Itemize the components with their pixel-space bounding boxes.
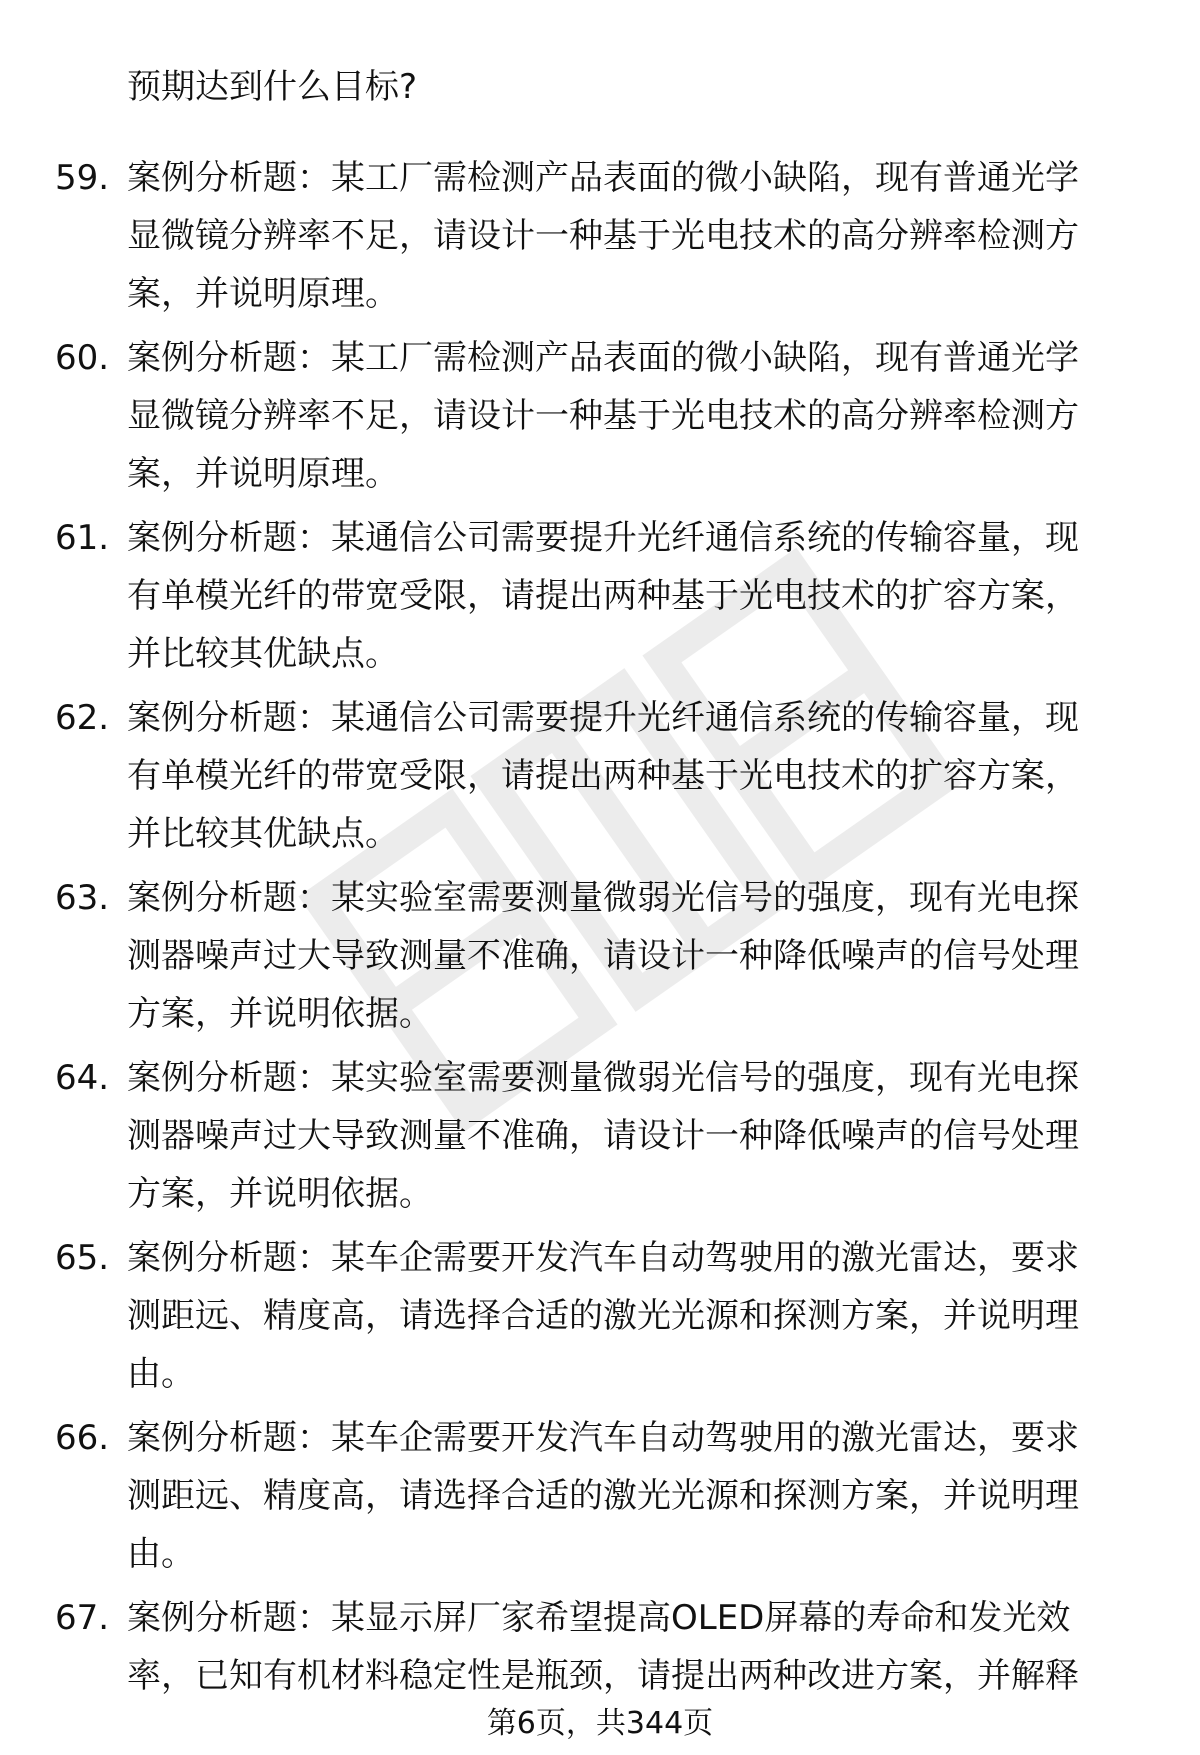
- question-line: 案例分析题：某工厂需检测产品表面的微小缺陷，现有普通光学: [127, 338, 1079, 378]
- question-line: 有单模光纤的带宽受限，请提出两种基于光电技术的扩容方案，: [127, 576, 1079, 616]
- question-line: 显微镜分辨率不足，请设计一种基于光电技术的高分辨率检测方: [127, 396, 1079, 436]
- question-number: 61.: [55, 518, 110, 558]
- page-footer: 第6页，共344页: [486, 1706, 714, 1741]
- question-number: 62.: [55, 698, 110, 738]
- question-number: 64.: [55, 1058, 110, 1098]
- question-line: 显微镜分辨率不足，请设计一种基于光电技术的高分辨率检测方: [127, 216, 1079, 256]
- question-line: 方案，并说明依据。: [127, 994, 433, 1034]
- question-text: [127, 329, 1137, 503]
- question-line: 案例分析题：某通信公司需要提升光纤通信系统的传输容量，现: [127, 698, 1079, 738]
- question-line: 案例分析题：某实验室需要测量微弱光信号的强度，现有光电探: [127, 878, 1079, 918]
- question-line: 有单模光纤的带宽受限，请提出两种基于光电技术的扩容方案，: [127, 756, 1079, 796]
- question-text: [127, 1589, 1137, 1705]
- question-line: 案例分析题：某车企需要开发汽车自动驾驶用的激光雷达，要求: [127, 1238, 1079, 1278]
- question-line: 由。: [127, 1534, 195, 1574]
- question-number: 60.: [55, 338, 110, 378]
- question-number: 67.: [55, 1598, 110, 1638]
- question-number: 63.: [55, 878, 110, 918]
- question-line: 方案，并说明依据。: [127, 1174, 433, 1214]
- question-line: 案例分析题：某通信公司需要提升光纤通信系统的传输容量，现: [127, 518, 1079, 558]
- question-text: [127, 1229, 1137, 1403]
- question-line: 案例分析题：某车企需要开发汽车自动驾驶用的激光雷达，要求: [127, 1418, 1079, 1458]
- question-text: [127, 869, 1137, 1043]
- question-number: 59.: [55, 158, 110, 198]
- question-line: 案例分析题：某工厂需检测产品表面的微小缺陷，现有普通光学: [127, 158, 1079, 198]
- question-line: 并比较其优缺点。: [127, 634, 399, 674]
- question-text: [127, 509, 1137, 683]
- question-line: 案，并说明原理。: [127, 454, 399, 494]
- question-number: 66.: [55, 1418, 110, 1458]
- question-text: [127, 689, 1137, 863]
- question-line: 率，已知有机材料稳定性是瓶颈，请提出两种改进方案，并解释: [127, 1656, 1079, 1696]
- question-line: 案例分析题：某显示屏厂家希望提高OLED屏幕的寿命和发光效: [127, 1598, 1071, 1638]
- question-text: [127, 1409, 1137, 1583]
- question-line: 测距远、精度高，请选择合适的激光光源和探测方案，并说明理: [127, 1296, 1079, 1336]
- question-line: 案，并说明原理。: [127, 274, 399, 314]
- question-line: 案例分析题：某实验室需要测量微弱光信号的强度，现有光电探: [127, 1058, 1079, 1098]
- question-number: 65.: [55, 1238, 110, 1278]
- question-line: 测距远、精度高，请选择合适的激光光源和探测方案，并说明理: [127, 1476, 1079, 1516]
- question-line: 并比较其优缺点。: [127, 814, 399, 854]
- question-line: 测器噪声过大导致测量不准确，请设计一种降低噪声的信号处理: [127, 936, 1079, 976]
- continuation-text: 预期达到什么目标?: [127, 67, 418, 107]
- question-text: [127, 149, 1137, 323]
- question-text: [127, 1049, 1137, 1223]
- question-line: 由。: [127, 1354, 195, 1394]
- question-line: 测器噪声过大导致测量不准确，请设计一种降低噪声的信号处理: [127, 1116, 1079, 1156]
